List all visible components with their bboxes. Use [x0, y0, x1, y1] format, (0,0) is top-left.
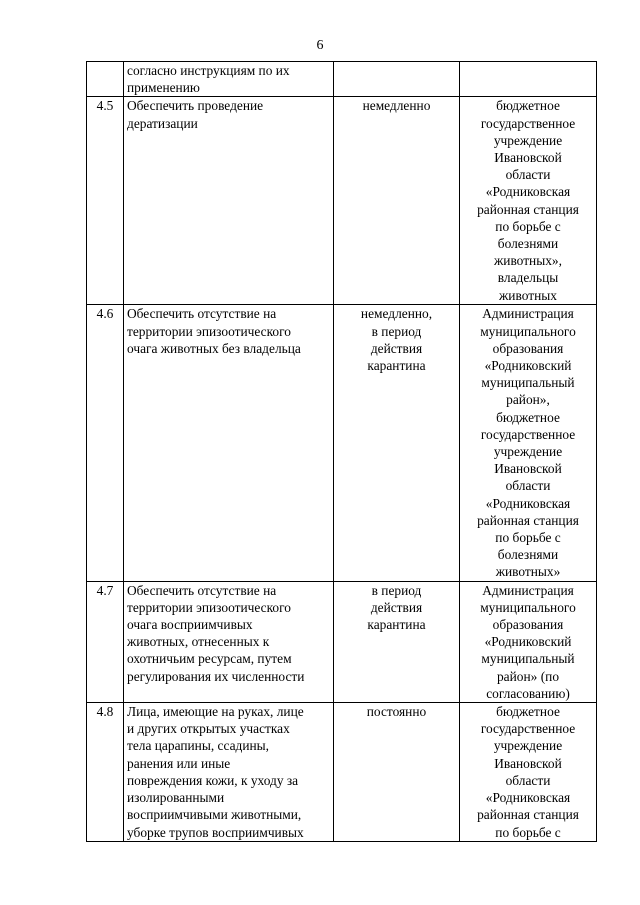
- measure-cell: [124, 703, 334, 842]
- measure-line: повреждения кожи, к уходу за: [127, 772, 299, 788]
- deadline-cell: [334, 97, 460, 305]
- responsible-line: области: [505, 167, 551, 183]
- responsible-line: муниципальный: [481, 375, 575, 391]
- measure-line: Лица, имеющие на руках, лице: [127, 704, 304, 720]
- deadline-line: в период: [371, 323, 422, 339]
- deadline-line: действия: [370, 340, 423, 356]
- responsible-line: Ивановской: [494, 150, 562, 166]
- responsible-line: учреждение: [493, 444, 563, 460]
- responsible-line: учреждение: [493, 132, 563, 148]
- measure-cell: [124, 62, 334, 97]
- responsible-line: Администрация: [482, 306, 574, 322]
- responsible-line: согласованию): [486, 685, 570, 701]
- responsible-line: район» (по: [496, 668, 560, 684]
- item-number-cell: 4.7: [87, 581, 124, 702]
- responsible-line: муниципального: [480, 323, 576, 339]
- measure-line: дератизации: [127, 115, 198, 131]
- measure-cell: [124, 305, 334, 581]
- responsible-line: по борьбе с: [495, 824, 561, 840]
- measure-cell: [124, 97, 334, 305]
- responsible-line: муниципальный: [481, 651, 575, 667]
- responsible-line: районная станция: [477, 512, 579, 528]
- measure-cell: [124, 581, 334, 702]
- responsible-line: «Родниковская: [485, 790, 571, 806]
- responsible-line: районная станция: [477, 807, 579, 823]
- responsible-line: государственное: [480, 721, 576, 737]
- measure-line: восприимчивыми животными,: [127, 807, 302, 823]
- responsible-cell: [460, 703, 597, 842]
- responsible-cell: [460, 305, 597, 581]
- measure-line: регулирования их численности: [127, 668, 305, 684]
- item-number-cell: 4.5: [87, 97, 124, 305]
- deadline-line: действия: [370, 599, 423, 615]
- deadline-line: постоянно: [366, 704, 427, 720]
- measure-line: территории эпизоотического: [127, 323, 291, 339]
- responsible-line: государственное: [480, 115, 576, 131]
- deadline-cell: [334, 305, 460, 581]
- item-number-cell: 4.6: [87, 305, 124, 581]
- measure-line: согласно инструкциям по их: [127, 63, 290, 78]
- measure-line: уборке трупов восприимчивых: [127, 824, 304, 840]
- measures-table: [86, 61, 597, 842]
- measure-line: животных, отнесенных к: [127, 634, 270, 650]
- measure-line: Обеспечить отсутствие на: [127, 582, 277, 598]
- responsible-line: области: [505, 772, 551, 788]
- responsible-line: район»,: [506, 392, 550, 408]
- table-row: [87, 703, 597, 842]
- responsible-line: «Родниковская: [485, 495, 571, 511]
- measure-line: изолированными: [127, 790, 225, 806]
- responsible-line: Ивановской: [494, 755, 562, 771]
- deadline-cell: [334, 581, 460, 702]
- responsible-line: животных»,: [494, 253, 562, 269]
- table-row: [87, 581, 597, 702]
- measures-table-body: [87, 62, 597, 842]
- deadline-line: в период: [371, 582, 422, 598]
- responsible-line: болезнями: [497, 236, 559, 252]
- responsible-line: «Родниковский: [484, 358, 572, 374]
- responsible-line: по борьбе с: [495, 530, 561, 546]
- deadline-line: карантина: [367, 358, 426, 374]
- responsible-line: образования: [492, 340, 564, 356]
- responsible-line: болезнями: [497, 547, 559, 563]
- responsible-line: образования: [492, 617, 564, 633]
- deadline-line: карантина: [367, 617, 426, 633]
- responsible-line: «Родниковская: [485, 184, 571, 200]
- item-number-cell: 4.8: [87, 703, 124, 842]
- responsible-line: по борьбе с: [495, 218, 561, 234]
- measure-line: тела царапины, ссадины,: [127, 738, 270, 754]
- responsible-cell: [460, 581, 597, 702]
- measure-line: охотничьим ресурсам, путем: [127, 651, 292, 667]
- measure-line: применению: [127, 80, 200, 96]
- responsible-line: муниципального: [480, 599, 576, 615]
- responsible-line: области: [505, 478, 551, 494]
- measure-line: территории эпизоотического: [127, 599, 291, 615]
- responsible-line: животных»: [495, 564, 561, 580]
- page-number: 6: [316, 38, 324, 53]
- responsible-line: государственное: [480, 426, 576, 442]
- table-row: [87, 62, 597, 97]
- responsible-line: учреждение: [493, 738, 563, 754]
- measure-line: Обеспечить отсутствие на: [127, 306, 277, 322]
- deadline-cell: [334, 703, 460, 842]
- responsible-line: владельцы: [497, 270, 559, 286]
- table-row: [87, 97, 597, 305]
- item-number-cell: [87, 62, 124, 97]
- deadline-cell: [334, 62, 460, 97]
- deadline-line: немедленно,: [360, 306, 433, 322]
- responsible-line: бюджетное: [496, 409, 560, 425]
- responsible-line: районная станция: [477, 201, 579, 217]
- responsible-line: бюджетное: [496, 98, 560, 114]
- measure-line: очага восприимчивых: [127, 617, 253, 633]
- measure-line: очага животных без владельца: [127, 340, 301, 356]
- responsible-line: Ивановской: [494, 461, 562, 477]
- measure-line: Обеспечить проведение: [127, 98, 264, 114]
- responsible-cell: [460, 97, 597, 305]
- measure-line: и других открытых участках: [127, 721, 290, 737]
- responsible-line: «Родниковский: [484, 634, 572, 650]
- responsible-line: бюджетное: [496, 704, 560, 720]
- responsible-cell: [460, 62, 597, 97]
- table-row: [87, 305, 597, 581]
- measure-line: ранения или иные: [127, 755, 231, 771]
- deadline-line: немедленно: [362, 98, 431, 114]
- responsible-line: Администрация: [482, 582, 574, 598]
- responsible-line: животных: [499, 287, 557, 303]
